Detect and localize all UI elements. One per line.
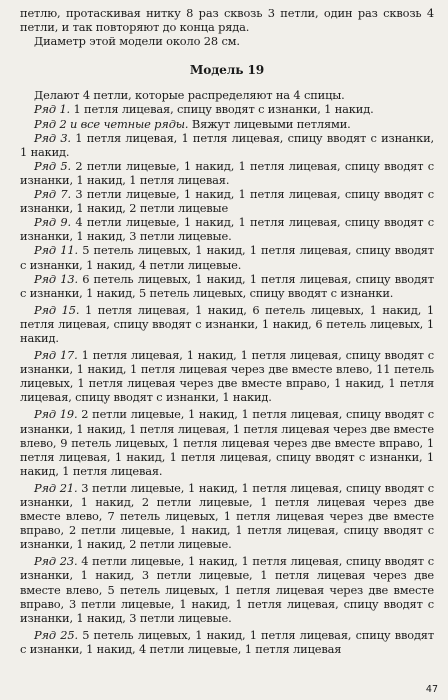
row-label: Ряд 25. xyxy=(34,627,78,642)
row-text: Вяжут лицевыми петлями. xyxy=(188,116,351,131)
row-text: 2 петли лицевые, 1 накид, 1 петля лицевая, спицу вводят с изнанки, 1 накид, 1 петля лицевая. xyxy=(20,158,434,187)
row-label: Ряд 9. xyxy=(34,215,71,230)
row-label: Ряд 13. xyxy=(34,271,78,286)
row-13 xyxy=(20,272,434,300)
row-3 xyxy=(20,131,434,159)
model-title: Модель 19 xyxy=(189,63,265,78)
row-text: 3 петли лицевые, 1 накид, 1 петля лицевая, спицу вводят с изнанки, 1 накид, 2 петли лицевые, 1 петля лицевая через две вместе влево, 7 петель лицевых, 1 петля лицевая через две вместе вправо, 2 петли лицевые, 1 накид, 1 петля лицевая, спицу вводят с изнанки, 1 накид, 2 петли лицевые. xyxy=(20,480,434,552)
row-19 xyxy=(20,407,434,477)
row-label: Ряд 11. xyxy=(34,243,78,258)
row-23 xyxy=(20,554,434,624)
row-17 xyxy=(20,348,434,404)
row-text: 1 петля лицевая, спицу вводят с изнанки, 1 накид. xyxy=(70,102,374,117)
row-text: 6 петель лицевых, 1 накид, 1 петля лицевая, спицу вводят с изнанки, 1 накид, 5 петель лицевых, спицу вводят с изнанки. xyxy=(20,271,434,300)
row-label: Ряд 19. xyxy=(34,407,78,422)
row-text: 2 петли лицевые, 1 накид, 1 петля лицевая, спицу вводят с изнанки, 1 накид, 1 петля лицевая, 1 петля лицевая через две вместе влево, 9 петель лицевых, 1 петля лицевая через две вместе вправо, 1 петля лицевая, 1 накид, 1 петля лицевая, спицу вводят с изнанки, 1 накид, 1 петля лицевая. xyxy=(20,407,434,478)
row-label: Ряд 1. xyxy=(34,102,71,117)
page-text xyxy=(20,6,434,656)
row-1 xyxy=(20,102,434,116)
row-text: 5 петель лицевых, 1 накид, 1 петля лицевая, спицу вводят с изнанки, 1 накид, 4 петли лицевые. xyxy=(20,243,434,272)
row-text: 4 петли лицевые, 1 накид, 1 петля лицевая, спицу вводят с изнанки, 1 накид, 3 петли лицевые. xyxy=(20,215,434,244)
row-label: Ряд 17. xyxy=(34,348,78,363)
row-text: 1 петля лицевая, 1 петля лицевая, спицу вводят с изнанки, 1 накид. xyxy=(20,130,434,159)
row-15 xyxy=(20,303,434,345)
row-2 xyxy=(20,117,434,131)
row-label: Ряд 7. xyxy=(34,187,71,202)
row-text: 4 петли лицевые, 1 накид, 1 петля лицевая, спицу вводят с изнанки, 1 накид, 3 петли лицевые, 1 петля лицевая через две вместе влево, 5 петель лицевых, 1 петля лицевая через две вместе вправо, 3 петли лицевые, 1 накид, 1 петля лицевая, спицу вводят с изнанки, 1 накид, 3 петли лицевые. xyxy=(20,554,434,625)
row-5 xyxy=(20,159,434,187)
row-text: 3 петли лицевые, 1 накид, 1 петля лицевая, спицу вводят с изнанки, 1 накид, 2 петли лицевые xyxy=(20,187,434,216)
page-number: 47 xyxy=(425,684,438,695)
row-text: 5 петель лицевых, 1 накид, 1 петля лицевая, спицу вводят с изнанки, 1 накид, 4 петли лицевые, 1 петля лицевая xyxy=(20,627,434,656)
row-label: Ряд 2 и все четные ряды. xyxy=(34,116,189,131)
row-label: Ряд 15. xyxy=(34,302,80,317)
row-text: 1 петля лицевая, 1 накид, 6 петель лицевых, 1 накид, 1 петля лицевая, спицу вводят с изнанки, 1 накид, 6 петель лицевых, 1 накид. xyxy=(20,302,434,345)
intro-paragraph: петлю, протаскивая нитку 8 раз сквозь 3 петли, один раз сквозь 4 петли, и так повторяют до конца ряда. xyxy=(20,6,434,35)
lead-paragraph: Делают 4 петли, которые распределяют на 4 спицы. xyxy=(34,88,345,103)
row-21 xyxy=(20,481,434,551)
row-label: Ряд 21. xyxy=(34,480,78,495)
row-25 xyxy=(20,628,434,656)
row-7 xyxy=(20,187,434,215)
row-label: Ряд 5. xyxy=(34,158,71,173)
row-text: 1 петля лицевая, 1 накид, 1 петля лицевая, спицу вводят с изнанки, 1 накид, 1 петля лицевая через две вместе влево, 11 петель лицевых, 1 петля лицевая через две вместе вправо, 1 накид, 1 петля лицевая, спицу вводят с изнанки, 1 накид. xyxy=(20,348,434,405)
row-11 xyxy=(20,243,434,271)
row-label: Ряд 3. xyxy=(34,130,71,145)
intro-diameter: Диаметр этой модели около 28 см. xyxy=(34,34,240,49)
row-9 xyxy=(20,215,434,243)
row-label: Ряд 23. xyxy=(34,554,78,569)
